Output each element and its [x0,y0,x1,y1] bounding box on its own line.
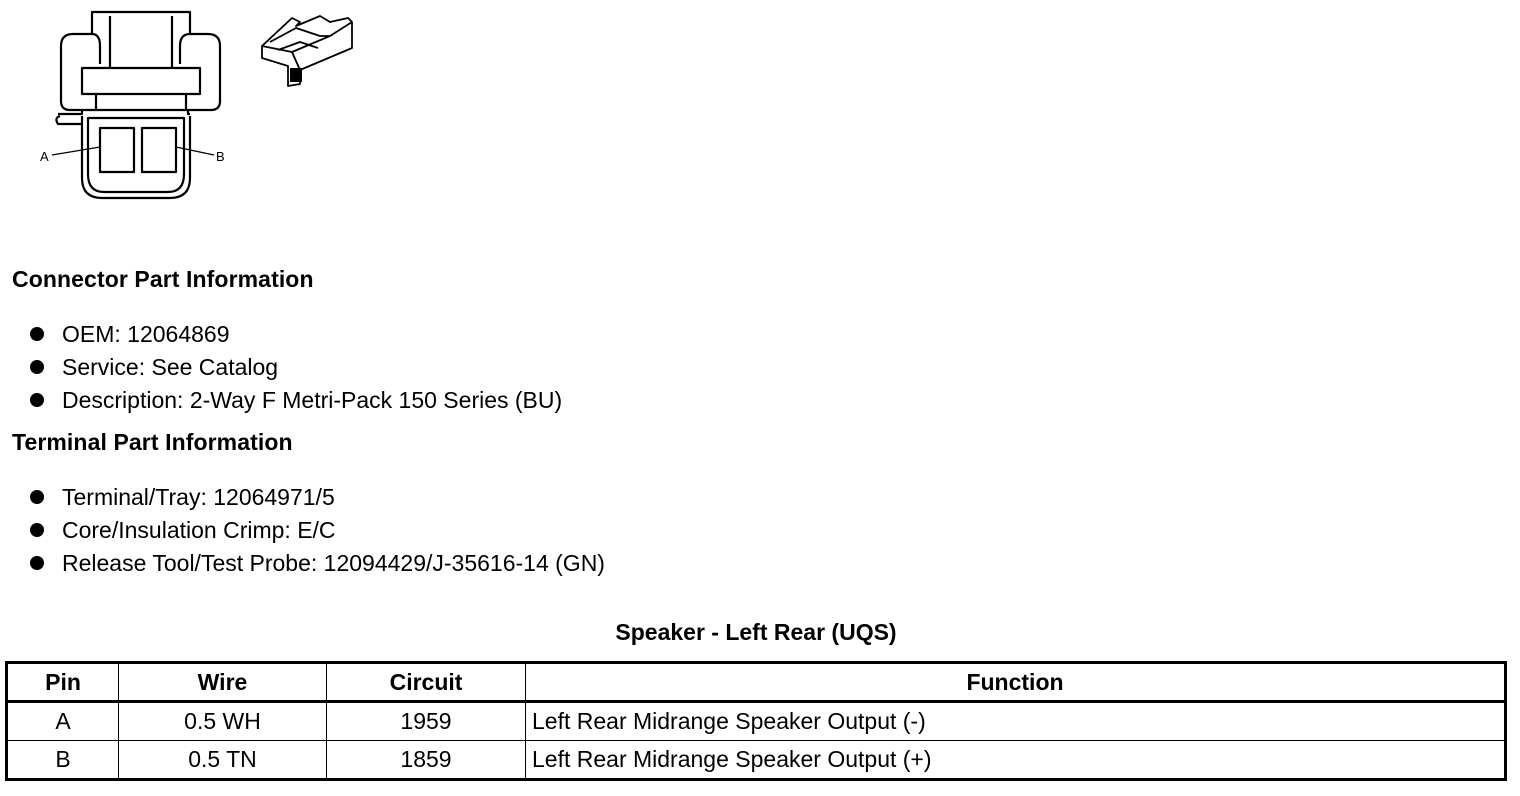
cell-wire: 0.5 TN [119,741,327,780]
bullet-icon [30,523,44,537]
terminal-info-heading: Terminal Part Information [12,429,293,455]
connector-oem: OEM: 12064869 [62,321,230,347]
cell-wire: 0.5 WH [119,702,327,741]
list-item [28,321,562,354]
table-row [7,741,1506,780]
list-item [28,517,605,550]
terminal-release-tool: Release Tool/Test Probe: 12094429/J-35616-14 (GN) [62,550,605,576]
cell-circuit: 1859 [327,741,526,780]
bullet-icon [30,556,44,570]
connector-service: Service: See Catalog [62,354,279,380]
bullet-icon [30,327,44,341]
list-item [28,354,562,387]
header-circuit: Circuit [327,663,526,702]
table-row [7,702,1506,741]
table-header-row [7,663,1506,702]
pin-table [5,661,1507,781]
list-item [28,387,562,420]
list-item [28,550,605,583]
terminal-info-list [28,484,605,583]
connector-3d-icon [262,16,352,86]
header-pin: Pin [7,663,119,702]
connector-info-heading: Connector Part Information [12,266,314,292]
pin-label-b: B [216,149,225,164]
bullet-icon [30,490,44,504]
connector-face-icon [52,12,220,198]
cell-pin: B [7,741,119,780]
table-caption: Speaker - Left Rear (UQS) [615,619,897,645]
cell-pin: A [7,702,119,741]
list-item [28,484,605,517]
header-function: Function [526,663,1506,702]
connector-info-list [28,321,562,420]
cell-function: Left Rear Midrange Speaker Output (+) [526,741,1506,780]
cell-circuit: 1959 [327,702,526,741]
connector-diagram [30,6,370,206]
connector-description: Description: 2-Way F Metri-Pack 150 Series (BU) [62,387,563,413]
cell-function: Left Rear Midrange Speaker Output (-) [526,702,1506,741]
terminal-crimp: Core/Insulation Crimp: E/C [62,517,336,543]
pin-label-a: A [40,149,49,164]
terminal-tray: Terminal/Tray: 12064971/5 [62,484,335,510]
bullet-icon [30,393,44,407]
header-wire: Wire [119,663,327,702]
bullet-icon [30,360,44,374]
